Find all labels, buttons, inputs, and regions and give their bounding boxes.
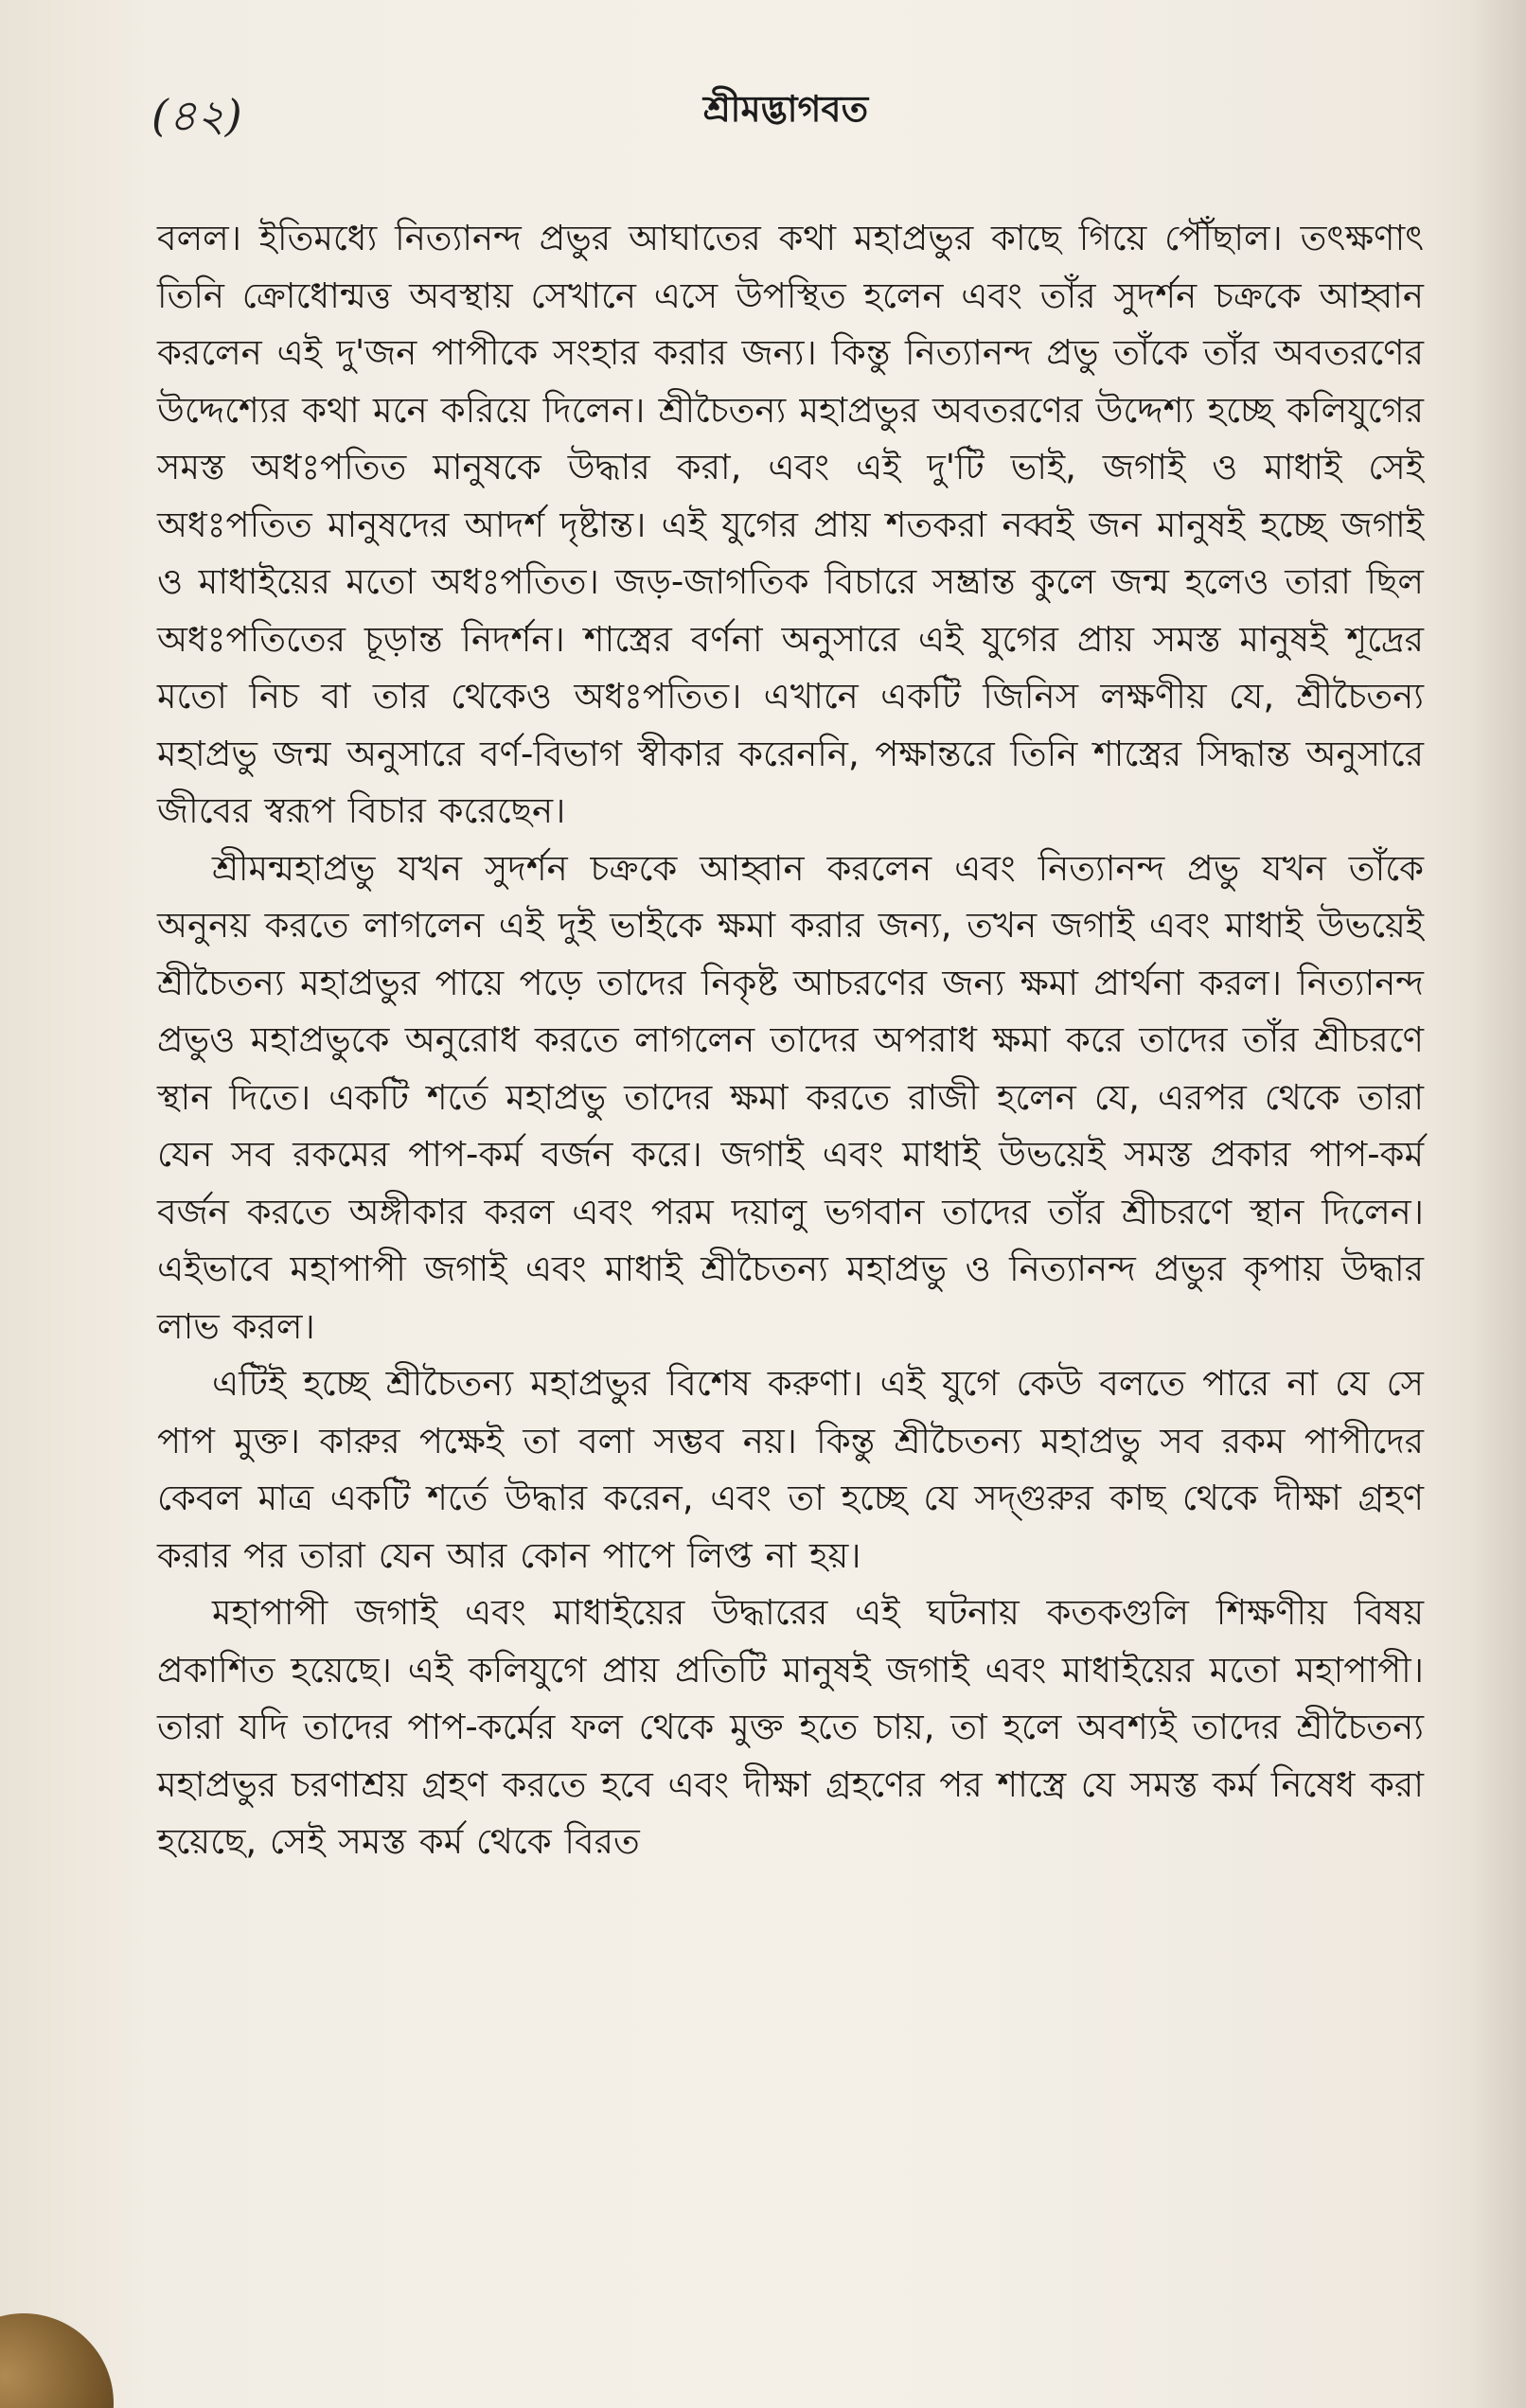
page-number: (৪২) xyxy=(151,90,242,141)
page-edge-shadow xyxy=(1469,0,1526,2408)
paragraph-3: এটিই হচ্ছে শ্রীচৈতন্য মহাপ্রভুর বিশেষ করুণা। এই যুগে কেউ বলতে পারে না যে সে পাপ মুক্ত। কারুর পক্ষেই তা বলা সম্ভব নয়। কিন্তু শ্রীচৈতন্য মহাপ্রভু সব রকম পাপীদের কেবল মাত্র একটি শর্তে উদ্ধার করেন, এবং তা হচ্ছে যে সদ্গুরুর কাছ থেকে দীক্ষা গ্রহণ করার পর তারা যেন আর কোন পাপে লিপ্ত না হয়। xyxy=(157,1363,1424,1576)
paragraph-1: বলল। ইতিমধ্যে নিত্যানন্দ প্রভুর আঘাতের কথা মহাপ্রভুর কাছে গিয়ে পৌঁছাল। তৎক্ষণাৎ তিনি ক্রোধোন্মত্ত অবস্থায় সেখানে এসে উপস্থিত হলেন এবং তাঁর সুদর্শন চক্রকে আহ্বান করলেন এই দু'জন পাপীকে সংহার করার জন্য। কিন্তু নিত্যানন্দ প্রভু তাঁকে তাঁর অবতরণের উদ্দেশ্যের কথা মনে করিয়ে দিলেন। শ্রীচৈতন্য মহাপ্রভুর অবতরণের উদ্দেশ্য হচ্ছে কলিযুগের সমস্ত অধঃপতিত মানুষকে উদ্ধার করা, এবং এই দু'টি ভাই, জগাই ও মাধাই সেই অধঃপতিত মানুষদের আদর্শ দৃষ্টান্ত। এই যুগের প্রায় শতকরা নব্বই জন মানুষই হচ্ছে জগাই ও মাধাইয়ের মতো অধঃপতিত। জড়-জাগতিক বিচারে সম্ভ্রান্ত কুলে জন্ম হলেও তারা ছিল অধঃপতিতের চূড়ান্ত নিদর্শন। শাস্ত্রের বর্ণনা অনুসারে এই যুগের প্রায় সমস্ত মানুষই শূদ্রের মতো নিচ বা তার থেকেও অধঃপতিত। এখানে একটি জিনিস লক্ষণীয় যে, শ্রীচৈতন্য মহাপ্রভু জন্ম অনুসারে বর্ণ-বিভাগ স্বীকার করেননি, পক্ষান্তরে তিনি শাস্ত্রের সিদ্ধান্ত অনুসারে জীবের স্বরূপ বিচার করেছেন। xyxy=(157,218,1424,831)
page-header xyxy=(151,76,1420,151)
paragraph-2: শ্রীমন্মহাপ্রভু যখন সুদর্শন চক্রকে আহ্বান করলেন এবং নিত্যানন্দ প্রভু যখন তাঁকে অনুনয় করতে লাগলেন এই দুই ভাইকে ক্ষমা করার জন্য, তখন জগাই এবং মাধাই উভয়েই শ্রীচৈতন্য মহাপ্রভুর পায়ে পড়ে তাদের নিকৃষ্ট আচরণের জন্য ক্ষমা প্রার্থনা করল। নিত্যানন্দ প্রভুও মহাপ্রভুকে অনুরোধ করতে লাগলেন তাদের অপরাধ ক্ষমা করে তাদের তাঁর শ্রীচরণে স্থান দিতে। একটি শর্তে মহাপ্রভু তাদের ক্ষমা করতে রাজী হলেন যে, এরপর থেকে তারা যেন সব রকমের পাপ-কর্ম বর্জন করে। জগাই এবং মাধাই উভয়েই সমস্ত প্রকার পাপ-কর্ম বর্জন করতে অঙ্গীকার করল এবং পরম দয়ালু ভগবান তাদের তাঁর শ্রীচরণে স্থান দিলেন। এইভাবে মহাপাপী জগাই এবং মাধাই শ্রীচৈতন্য মহাপ্রভু ও নিত্যানন্দ প্রভুর কৃপায় উদ্ধার লাভ করল। xyxy=(157,847,1424,1347)
body-text xyxy=(157,210,1424,1871)
paragraph-4: মহাপাপী জগাই এবং মাধাইয়ের উদ্ধারের এই ঘটনায় কতকগুলি শিক্ষণীয় বিষয় প্রকাশিত হয়েছে। এই কলিযুগে প্রায় প্রতিটি মানুষই জগাই এবং মাধাইয়ের মতো মহাপাপী। তারা যদি তাদের পাপ-কর্মের ফল থেকে মুক্ত হতে চায়, তা হলে অবশ্যই তাদের শ্রীচৈতন্য মহাপ্রভুর চরণাশ্রয় গ্রহণ করতে হবে এবং দীক্ষা গ্রহণের পর শাস্ত্রে যে সমস্ত কর্ম নিষেধ করা হয়েছে, সেই সমস্ত কর্ম থেকে বিরত xyxy=(157,1592,1424,1862)
thumb-shadow xyxy=(0,2313,114,2408)
running-title: শ্রীমদ্ভাগবত xyxy=(702,88,869,130)
